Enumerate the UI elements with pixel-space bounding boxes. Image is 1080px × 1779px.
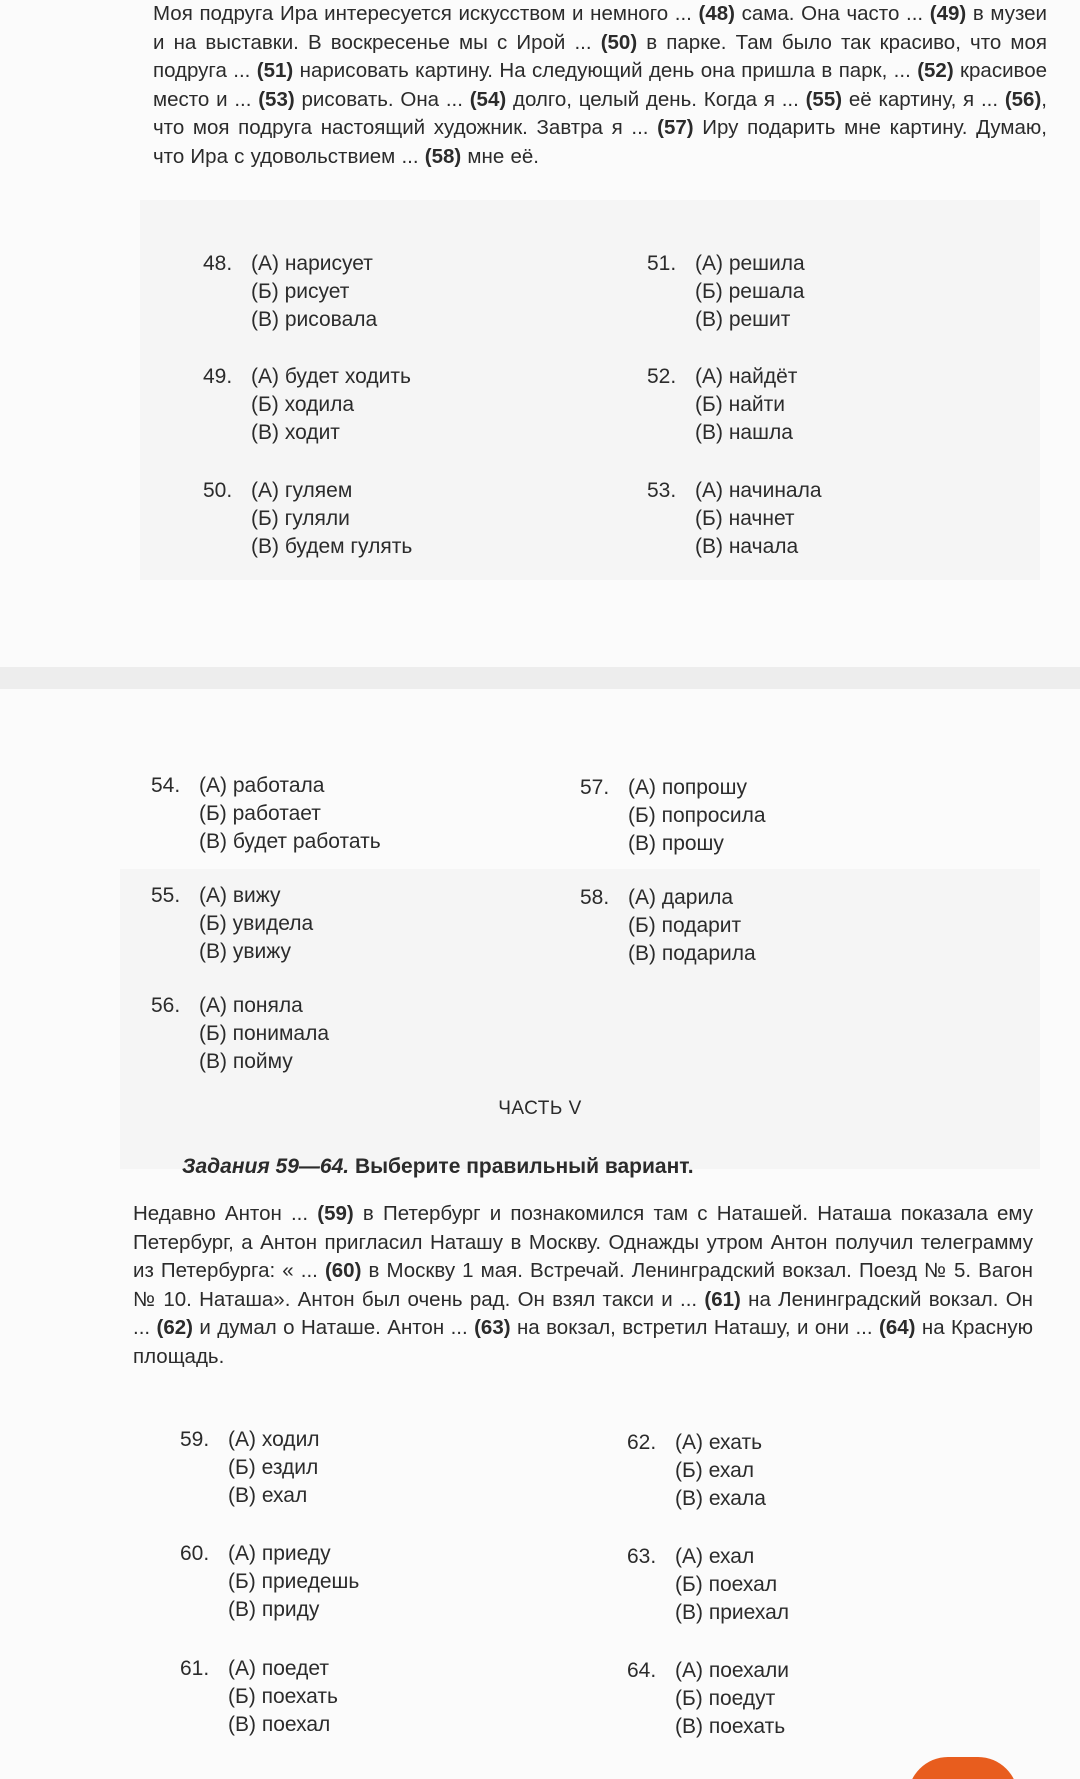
answer-option[interactable]: (Б) ездил <box>228 1456 319 1479</box>
answer-option[interactable]: (Б) попросила <box>628 804 766 827</box>
question-number: 50. <box>203 479 233 502</box>
answer-option[interactable]: (А) вижу <box>199 884 281 907</box>
answer-option[interactable]: (А) поняла <box>199 994 303 1017</box>
task-title-rest: Выберите правильный вариант. <box>349 1155 694 1178</box>
answer-option[interactable]: (А) работала <box>199 774 325 797</box>
text-paragraph-48-58: Моя подруга Ира интересуется искусством и немного ... (48) сама. Она часто ... (49) в музеи и на выставки. В воскресенье мы с Ирой ... (50) в парке. Там было так красиво, что моя подруга ... (51) нарисовать картину. На следующий день она пришла в парк, ... (52) красивое место и ... (53) рисовать. Она ... (54) долго, целый день. Когда я ... (55) её картину, я ... (56), что моя подруга настоящий художник. Завтра я ... (57) Иру подарить мне картину. Думаю, что Ира с удовольствием ... (58) мне её. <box>153 2 1048 168</box>
task-title <box>182 1155 694 1179</box>
question-number: 55. <box>151 884 181 907</box>
answer-option[interactable]: (А) приеду <box>228 1542 331 1565</box>
gap-number: (64) <box>879 1316 916 1339</box>
question-number: 52. <box>647 365 677 388</box>
answer-option[interactable]: (Б) поедут <box>675 1687 776 1710</box>
answer-option[interactable]: (Б) приедешь <box>228 1570 360 1593</box>
part-title: ЧАСТЬ V <box>498 1098 582 1119</box>
answer-option[interactable]: (В) приду <box>228 1598 320 1621</box>
gap-number: (49) <box>929 2 967 25</box>
gap-number: (57) <box>657 116 694 139</box>
answer-option[interactable]: (В) подарила <box>628 942 756 965</box>
gap-number: (48) <box>698 2 735 25</box>
gap-number: (55) <box>805 87 843 111</box>
question-number: 59. <box>180 1428 210 1451</box>
question-number: 48. <box>203 252 233 275</box>
answer-option[interactable]: (В) увижу <box>199 940 291 963</box>
gap-number: (51) <box>256 59 294 82</box>
answer-option[interactable]: (Б) поехал <box>675 1573 778 1596</box>
orange-corner-mark <box>908 1757 1018 1779</box>
answer-option[interactable]: (В) поехать <box>675 1715 786 1738</box>
answer-option[interactable]: (Б) поехать <box>228 1685 338 1708</box>
gap-number: (59) <box>317 1202 354 1225</box>
answer-option[interactable]: (Б) рисует <box>251 280 350 303</box>
gap-number: (54) <box>469 87 507 111</box>
gap-number: (60) <box>324 1259 362 1282</box>
answer-option[interactable]: (А) ехал <box>675 1545 755 1568</box>
question-number: 61. <box>180 1657 210 1680</box>
answer-option[interactable]: (А) будет ходить <box>251 365 411 388</box>
gap-number: (53) <box>258 87 295 111</box>
question-number: 49. <box>203 365 233 388</box>
gap-number: (56) <box>1004 87 1042 111</box>
gap-number: (63) <box>474 1316 511 1339</box>
answer-option[interactable]: (Б) увидела <box>199 912 314 935</box>
question-number: 51. <box>647 252 677 275</box>
answer-option[interactable]: (А) ходил <box>228 1428 320 1451</box>
answer-option[interactable]: (Б) работает <box>199 802 321 825</box>
question-number: 60. <box>180 1542 210 1565</box>
question-number: 54. <box>151 774 181 797</box>
answer-option[interactable]: (А) попрошу <box>628 776 747 799</box>
answer-option[interactable]: (В) нашла <box>695 421 793 444</box>
answer-option[interactable]: (В) начала <box>695 535 799 558</box>
answer-option[interactable]: (А) поехали <box>675 1659 790 1682</box>
answer-option[interactable]: (В) ехала <box>675 1487 766 1510</box>
answer-option[interactable]: (В) приехал <box>675 1601 790 1624</box>
question-number: 57. <box>580 776 610 799</box>
answer-option[interactable]: (В) ходит <box>251 421 340 444</box>
page-bottom <box>0 689 1080 1779</box>
answer-option[interactable]: (Б) подарит <box>628 914 742 937</box>
answer-option[interactable]: (Б) ходила <box>251 393 355 416</box>
question-number: 53. <box>647 479 677 502</box>
question-number: 58. <box>580 886 610 909</box>
question-number: 62. <box>627 1431 657 1454</box>
answer-option[interactable]: (В) поехал <box>228 1713 331 1736</box>
gap-number: (58) <box>424 144 462 168</box>
text-paragraph-59-64: Недавно Антон ... (59) в Петербург и познакомился там с Наташей. Наташа показала ему Петербург, а Антон пригласил Наташу в Москву. Однажды утром Антон получил телеграмму из Петербурга: « ... (60) в Москву 1 мая. Встречай. Ленинградский вокзал. Поезд № 5. Вагон № 10. Наташа». Антон был очень рад. Он взял такси и ... (61) на Ленинградский вокзал. Он ... (62) и думал о Наташе. Антон ... (63) на вокзал, встретил Наташу, и они ... (64) на Красную площадь. <box>133 1202 1034 1368</box>
answer-option[interactable]: (Б) ехал <box>675 1459 755 1482</box>
answer-option[interactable]: (А) гуляем <box>251 479 353 502</box>
page-top <box>0 0 1080 667</box>
answer-option[interactable]: (В) будем гулять <box>251 535 413 558</box>
answer-option[interactable]: (В) рисовала <box>251 308 378 331</box>
gap-number: (61) <box>704 1287 741 1311</box>
answer-option[interactable]: (А) начинала <box>695 479 822 502</box>
answer-option[interactable]: (А) решила <box>695 252 805 275</box>
answer-option[interactable]: (В) ехал <box>228 1484 308 1507</box>
gap-number: (50) <box>600 30 638 54</box>
answer-option[interactable]: (А) поедет <box>228 1657 329 1680</box>
answer-option[interactable]: (Б) решала <box>695 280 805 303</box>
question-number: 56. <box>151 994 181 1017</box>
answer-option[interactable]: (Б) найти <box>695 393 785 416</box>
answer-option[interactable]: (В) будет работать <box>199 830 381 853</box>
answer-option[interactable]: (В) прошу <box>628 832 724 855</box>
gap-number: (52) <box>917 59 954 82</box>
gap-number: (62) <box>156 1316 193 1339</box>
answer-option[interactable]: (А) найдёт <box>695 365 798 388</box>
question-number: 64. <box>627 1659 657 1682</box>
answer-option[interactable]: (В) решит <box>695 308 791 331</box>
answer-option[interactable]: (А) ехать <box>675 1431 763 1454</box>
answer-option[interactable]: (Б) начнет <box>695 507 795 530</box>
answer-option[interactable]: (А) дарила <box>628 886 734 909</box>
answer-option[interactable]: (Б) гуляли <box>251 507 350 530</box>
task-title-italic: Задания 59—64. <box>182 1155 350 1178</box>
answer-option[interactable]: (В) пойму <box>199 1050 293 1073</box>
question-number: 63. <box>627 1545 657 1568</box>
answer-option[interactable]: (Б) понимала <box>199 1022 330 1045</box>
answer-option[interactable]: (А) нарисует <box>251 252 373 275</box>
